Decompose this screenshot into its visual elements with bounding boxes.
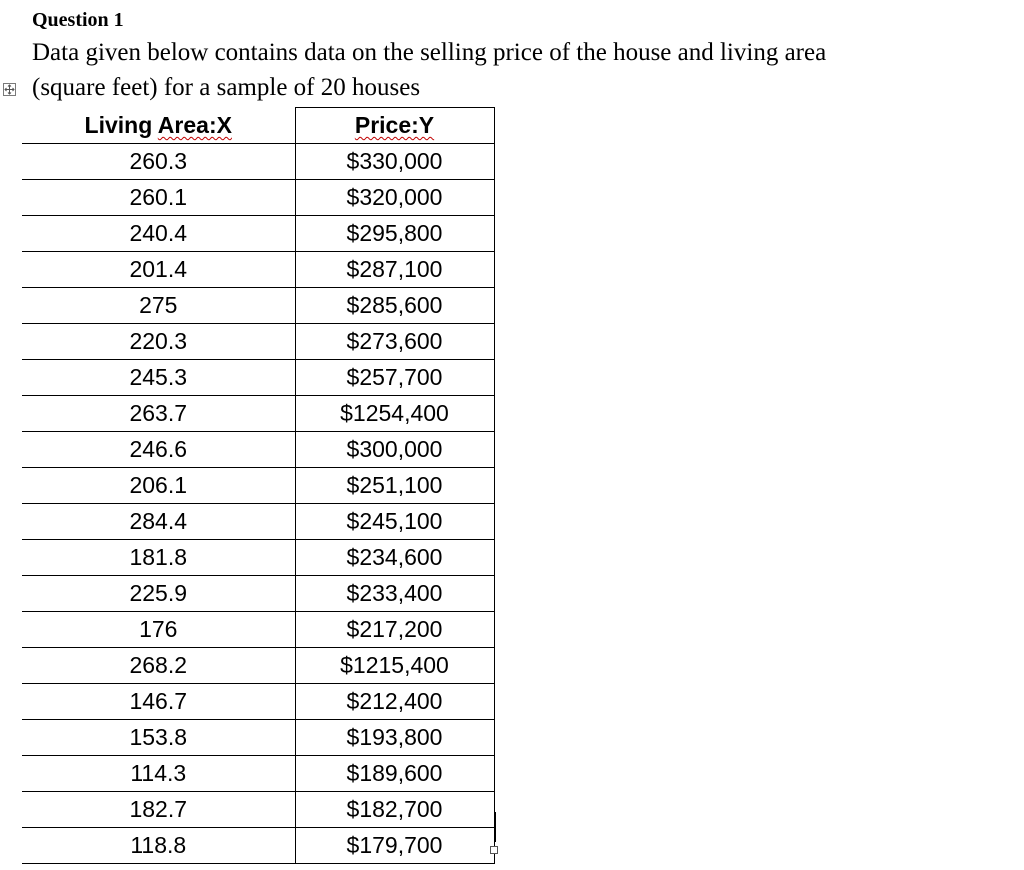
table-row: [22, 504, 494, 540]
table-row: [22, 648, 494, 684]
living-area-cell[interactable]: 153.8: [22, 720, 295, 756]
price-cell[interactable]: $182,700: [295, 792, 494, 828]
table-row: [22, 144, 494, 180]
price-cell[interactable]: $251,100: [295, 468, 494, 504]
price-cell[interactable]: $189,600: [295, 756, 494, 792]
living-area-cell[interactable]: 220.3: [22, 324, 295, 360]
living-area-cell[interactable]: 176: [22, 612, 295, 648]
price-cell[interactable]: $233,400: [295, 576, 494, 612]
question-text-line-2: (square feet) for a sample of 20 houses: [32, 74, 421, 101]
table-body: [22, 144, 494, 864]
table-row: [22, 756, 494, 792]
living-area-cell[interactable]: 284.4: [22, 504, 295, 540]
table-row: [22, 828, 494, 864]
living-area-cell[interactable]: 146.7: [22, 684, 295, 720]
price-cell[interactable]: $273,600: [295, 324, 494, 360]
header-price-word: Price:Y: [354, 112, 435, 138]
table-resize-handle[interactable]: [490, 846, 498, 854]
house-data-table: [22, 107, 495, 864]
table-header-row: [22, 108, 494, 144]
price-cell[interactable]: $245,100: [295, 504, 494, 540]
price-cell[interactable]: $300,000: [295, 432, 494, 468]
price-cell[interactable]: $287,100: [295, 252, 494, 288]
text-cursor: [494, 812, 496, 842]
living-area-cell[interactable]: 245.3: [22, 360, 295, 396]
header-living-word: Area:X: [157, 111, 232, 138]
table-row: [22, 252, 494, 288]
price-cell[interactable]: $257,700: [295, 360, 494, 396]
price-cell[interactable]: $179,700: [295, 828, 494, 864]
table-row: [22, 396, 494, 432]
price-cell[interactable]: $320,000: [295, 180, 494, 216]
table-row: [22, 792, 494, 828]
header-living-prefix: Living: [84, 111, 158, 138]
price-cell[interactable]: $234,600: [295, 540, 494, 576]
table-row: [22, 468, 494, 504]
table-row: [22, 684, 494, 720]
living-area-cell[interactable]: 240.4: [22, 216, 295, 252]
living-area-cell[interactable]: 181.8: [22, 540, 295, 576]
question-text-line-1: Data given below contains data on the selling price of the house and living area: [32, 39, 827, 66]
price-cell[interactable]: $217,200: [295, 612, 494, 648]
living-area-cell[interactable]: 246.6: [22, 432, 295, 468]
table-row: [22, 216, 494, 252]
price-cell[interactable]: $1254,400: [295, 396, 494, 432]
table-row: [22, 612, 494, 648]
living-area-cell[interactable]: 182.7: [22, 792, 295, 828]
table-row: [22, 576, 494, 612]
living-area-cell[interactable]: 260.3: [22, 144, 295, 180]
table-row: [22, 180, 494, 216]
table-row: [22, 720, 494, 756]
living-area-cell[interactable]: 206.1: [22, 468, 295, 504]
price-cell[interactable]: $212,400: [295, 684, 494, 720]
price-cell[interactable]: $330,000: [295, 144, 494, 180]
living-area-cell[interactable]: 225.9: [22, 576, 295, 612]
price-cell[interactable]: $193,800: [295, 720, 494, 756]
price-cell[interactable]: $295,800: [295, 216, 494, 252]
question-title: Question 1: [32, 9, 124, 31]
price-cell[interactable]: $1215,400: [295, 648, 494, 684]
living-area-cell[interactable]: 114.3: [22, 756, 295, 792]
living-area-cell[interactable]: 275: [22, 288, 295, 324]
living-area-cell[interactable]: 268.2: [22, 648, 295, 684]
living-area-cell[interactable]: 260.1: [22, 180, 295, 216]
table-move-handle-icon[interactable]: [3, 83, 16, 96]
table-row: [22, 360, 494, 396]
table-row: [22, 324, 494, 360]
living-area-cell[interactable]: 263.7: [22, 396, 295, 432]
table-row: [22, 540, 494, 576]
table-row: [22, 288, 494, 324]
data-table-container: [22, 107, 494, 864]
header-living-area[interactable]: [22, 108, 295, 144]
living-area-cell[interactable]: 201.4: [22, 252, 295, 288]
living-area-cell[interactable]: 118.8: [22, 828, 295, 864]
header-price[interactable]: [295, 108, 494, 144]
table-row: [22, 432, 494, 468]
price-cell[interactable]: $285,600: [295, 288, 494, 324]
